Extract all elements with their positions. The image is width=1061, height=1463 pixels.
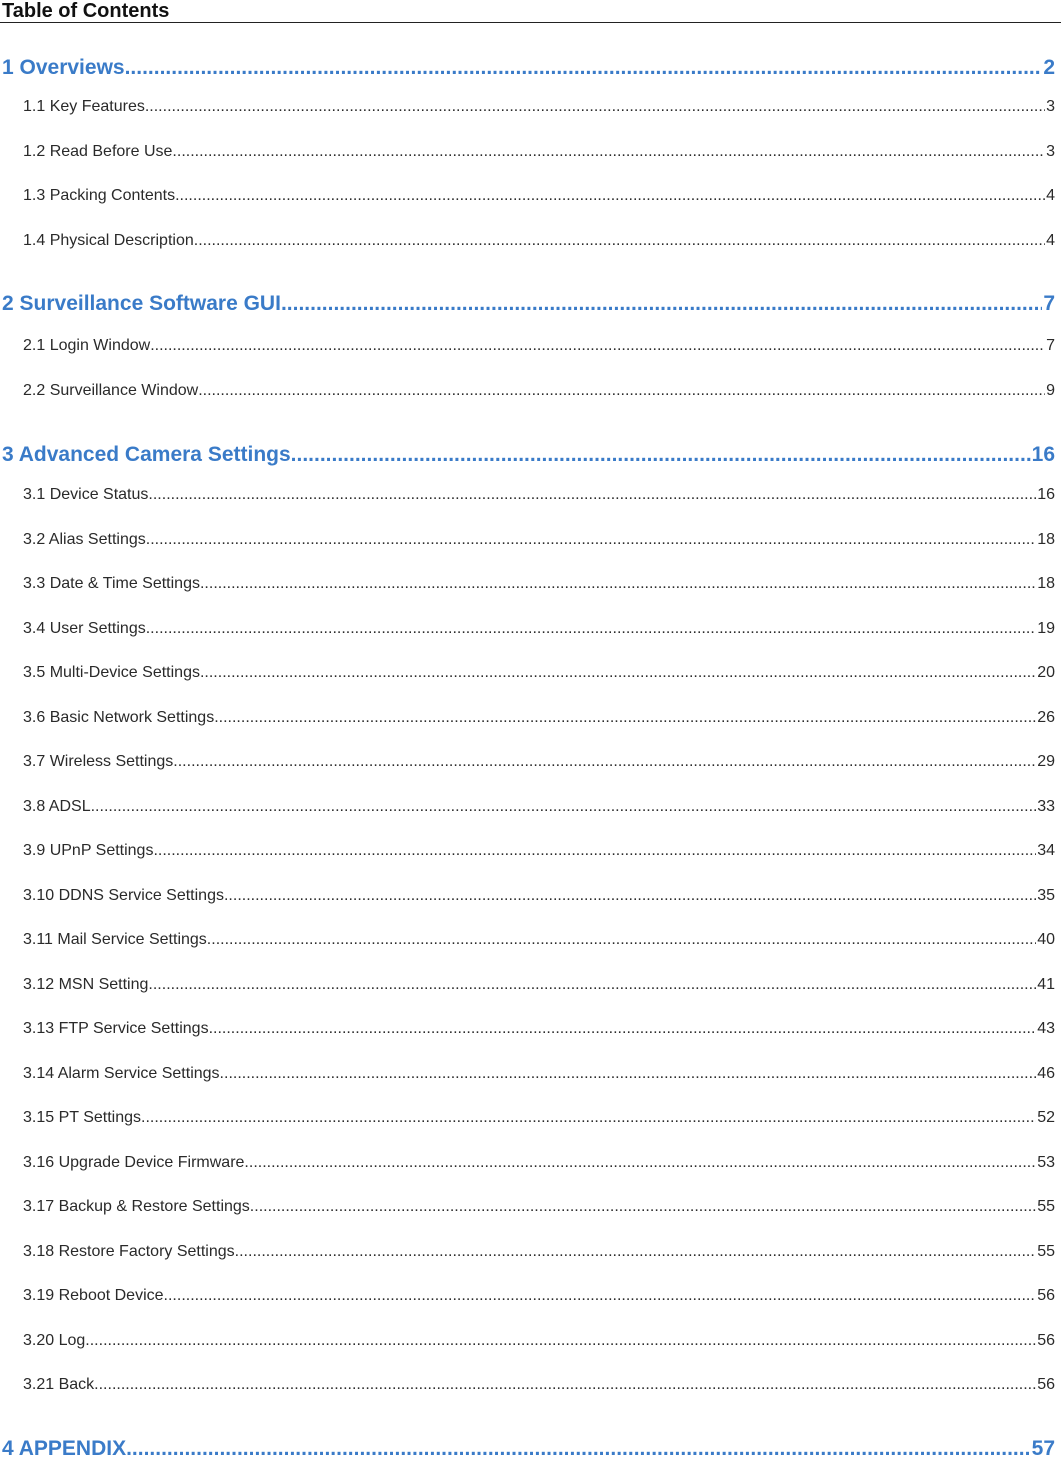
dot-leader bbox=[200, 662, 1036, 684]
toc-subsection-entry[interactable] bbox=[23, 751, 1055, 773]
toc-subsection-entry[interactable] bbox=[23, 1196, 1055, 1218]
toc-subsection-entry[interactable] bbox=[23, 1107, 1055, 1129]
toc-entry-label: 3.1 Device Status bbox=[23, 486, 149, 503]
toc-entry-page: 46 bbox=[1037, 1065, 1055, 1082]
dot-leader bbox=[194, 230, 1045, 252]
toc-entry-page: 2 bbox=[1043, 56, 1055, 79]
toc-subsection-entry[interactable] bbox=[23, 230, 1055, 252]
dot-leader bbox=[125, 54, 1043, 82]
toc-entry-page: 41 bbox=[1037, 976, 1055, 993]
dot-leader bbox=[153, 840, 1036, 862]
toc-entry-page: 26 bbox=[1037, 709, 1055, 726]
dot-leader bbox=[220, 1063, 1037, 1085]
toc-section-entry[interactable] bbox=[2, 1435, 1055, 1463]
toc-entry-label: 3.21 Back bbox=[23, 1376, 95, 1393]
toc-title: Table of Contents bbox=[2, 0, 170, 22]
dot-leader bbox=[291, 441, 1031, 469]
toc-entry-label: 3.11 Mail Service Settings bbox=[23, 931, 207, 948]
dot-leader bbox=[224, 885, 1036, 907]
toc-entry-label: 3.2 Alias Settings bbox=[23, 531, 146, 548]
dot-leader bbox=[235, 1241, 1037, 1263]
toc-section-entry[interactable] bbox=[2, 441, 1055, 469]
dot-leader bbox=[141, 1107, 1036, 1129]
toc-entry-label: 3.8 ADSL bbox=[23, 798, 91, 815]
toc-entry-label: 3.17 Backup & Restore Settings bbox=[23, 1198, 250, 1215]
toc-entry-label: 3.4 User Settings bbox=[23, 620, 146, 637]
toc-subsection-entry[interactable] bbox=[23, 1241, 1055, 1263]
toc-subsection-entry[interactable] bbox=[23, 1018, 1055, 1040]
toc-entry-label: 3.6 Basic Network Settings bbox=[23, 709, 215, 726]
toc-entry-page: 34 bbox=[1037, 842, 1055, 859]
toc-subsection-entry[interactable] bbox=[23, 618, 1055, 640]
toc-entry-page: 16 bbox=[1031, 443, 1055, 466]
toc-entry-label: 4 APPENDIX bbox=[2, 1437, 127, 1460]
dot-leader bbox=[175, 185, 1045, 207]
toc-entry-page: 29 bbox=[1037, 753, 1055, 770]
toc-entry-label: 3 Advanced Camera Settings bbox=[2, 443, 291, 466]
toc-entry-page: 7 bbox=[1043, 292, 1055, 315]
toc-subsection-entry[interactable] bbox=[23, 796, 1055, 818]
toc-entry-label: 3.7 Wireless Settings bbox=[23, 753, 174, 770]
toc-subsection-entry[interactable] bbox=[23, 96, 1055, 118]
toc-entry-page: 7 bbox=[1046, 337, 1055, 354]
toc-entry-page: 4 bbox=[1046, 187, 1055, 204]
toc-subsection-entry[interactable] bbox=[23, 1285, 1055, 1307]
toc-subsection-entry[interactable] bbox=[23, 1152, 1055, 1174]
dot-leader bbox=[281, 290, 1042, 318]
toc-subsection-entry[interactable] bbox=[23, 707, 1055, 729]
toc-entry-page: 4 bbox=[1046, 232, 1055, 249]
toc-subsection-entry[interactable] bbox=[23, 380, 1055, 402]
toc-entry-label: 3.3 Date & Time Settings bbox=[23, 575, 200, 592]
toc-entry-page: 52 bbox=[1037, 1109, 1055, 1126]
dot-leader bbox=[214, 707, 1036, 729]
toc-entry-label: 1.4 Physical Description bbox=[23, 232, 194, 249]
toc-entry-page: 33 bbox=[1037, 798, 1055, 815]
toc-entry-page: 16 bbox=[1037, 486, 1055, 503]
toc-subsection-entry[interactable] bbox=[23, 185, 1055, 207]
dot-leader bbox=[172, 141, 1045, 163]
toc-subsection-entry[interactable] bbox=[23, 529, 1055, 551]
toc-entry-page: 56 bbox=[1037, 1376, 1055, 1393]
dot-leader bbox=[250, 1196, 1036, 1218]
toc-subsection-entry[interactable] bbox=[23, 929, 1055, 951]
toc-entry-label: 1.2 Read Before Use bbox=[23, 143, 173, 160]
toc-entry-page: 3 bbox=[1046, 98, 1055, 115]
toc-entry-page: 19 bbox=[1037, 620, 1055, 637]
toc-entry-label: 1 Overviews bbox=[2, 56, 125, 79]
toc-entry-label: 3.15 PT Settings bbox=[23, 1109, 141, 1126]
toc-subsection-entry[interactable] bbox=[23, 1063, 1055, 1085]
toc-entry-page: 55 bbox=[1037, 1243, 1055, 1260]
toc-entry-page: 35 bbox=[1037, 887, 1055, 904]
dot-leader bbox=[91, 796, 1037, 818]
toc-entry-label: 3.19 Reboot Device bbox=[23, 1287, 164, 1304]
toc-subsection-entry[interactable] bbox=[23, 885, 1055, 907]
toc-section-entry[interactable] bbox=[2, 290, 1055, 318]
dot-leader bbox=[148, 974, 1036, 996]
toc-entry-page: 43 bbox=[1037, 1020, 1055, 1037]
toc-subsection-entry[interactable] bbox=[23, 662, 1055, 684]
toc-entry-label: 1.1 Key Features bbox=[23, 98, 145, 115]
toc-entry-label: 3.9 UPnP Settings bbox=[23, 842, 154, 859]
toc-entry-page: 3 bbox=[1046, 143, 1055, 160]
dot-leader bbox=[207, 929, 1036, 951]
toc-entry-page: 56 bbox=[1037, 1287, 1055, 1304]
dot-leader bbox=[198, 380, 1045, 402]
toc-subsection-entry[interactable] bbox=[23, 141, 1055, 163]
toc-entry-label: 3.10 DDNS Service Settings bbox=[23, 887, 224, 904]
dot-leader bbox=[150, 335, 1045, 357]
toc-entry-page: 53 bbox=[1037, 1154, 1055, 1171]
toc-entry-page: 18 bbox=[1037, 531, 1055, 548]
dot-leader bbox=[164, 1285, 1037, 1307]
dot-leader bbox=[126, 1435, 1031, 1463]
toc-subsection-entry[interactable] bbox=[23, 840, 1055, 862]
toc-entry-label: 3.16 Upgrade Device Firmware bbox=[23, 1154, 245, 1171]
toc-entry-label: 2.2 Surveillance Window bbox=[23, 382, 199, 399]
toc-subsection-entry[interactable] bbox=[23, 573, 1055, 595]
toc-entry-label: 3.18 Restore Factory Settings bbox=[23, 1243, 235, 1260]
toc-entry-page: 20 bbox=[1037, 664, 1055, 681]
toc-entry-label: 2.1 Login Window bbox=[23, 337, 151, 354]
toc-entry-label: 3.20 Log bbox=[23, 1332, 86, 1349]
toc-entry-page: 57 bbox=[1031, 1437, 1055, 1460]
toc-header bbox=[0, 0, 1061, 23]
dot-leader bbox=[94, 1374, 1036, 1396]
toc-entry-label: 3.12 MSN Setting bbox=[23, 976, 149, 993]
toc-entry-label: 1.3 Packing Contents bbox=[23, 187, 176, 204]
dot-leader bbox=[85, 1330, 1036, 1352]
dot-leader bbox=[244, 1152, 1036, 1174]
dot-leader bbox=[200, 573, 1036, 595]
toc-section-entry[interactable] bbox=[2, 54, 1055, 82]
toc-entry-label: 3.14 Alarm Service Settings bbox=[23, 1065, 220, 1082]
toc-subsection-entry[interactable] bbox=[23, 1330, 1055, 1352]
toc-subsection-entry[interactable] bbox=[23, 1374, 1055, 1396]
dot-leader bbox=[148, 484, 1036, 506]
toc-entry-label: 3.13 FTP Service Settings bbox=[23, 1020, 209, 1037]
dot-leader bbox=[209, 1018, 1037, 1040]
toc-entry-label: 3.5 Multi-Device Settings bbox=[23, 664, 200, 681]
dot-leader bbox=[173, 751, 1036, 773]
dot-leader bbox=[146, 618, 1036, 640]
toc-entry-page: 40 bbox=[1037, 931, 1055, 948]
toc-subsection-entry[interactable] bbox=[23, 484, 1055, 506]
dot-leader bbox=[146, 529, 1036, 551]
toc-subsection-entry[interactable] bbox=[23, 335, 1055, 357]
toc-entry-page: 56 bbox=[1037, 1332, 1055, 1349]
toc-entry-label: 2 Surveillance Software GUI bbox=[2, 292, 281, 315]
toc-entry-page: 9 bbox=[1046, 382, 1055, 399]
toc-entry-page: 18 bbox=[1037, 575, 1055, 592]
toc-entry-page: 55 bbox=[1037, 1198, 1055, 1215]
dot-leader bbox=[145, 96, 1045, 118]
toc-subsection-entry[interactable] bbox=[23, 974, 1055, 996]
